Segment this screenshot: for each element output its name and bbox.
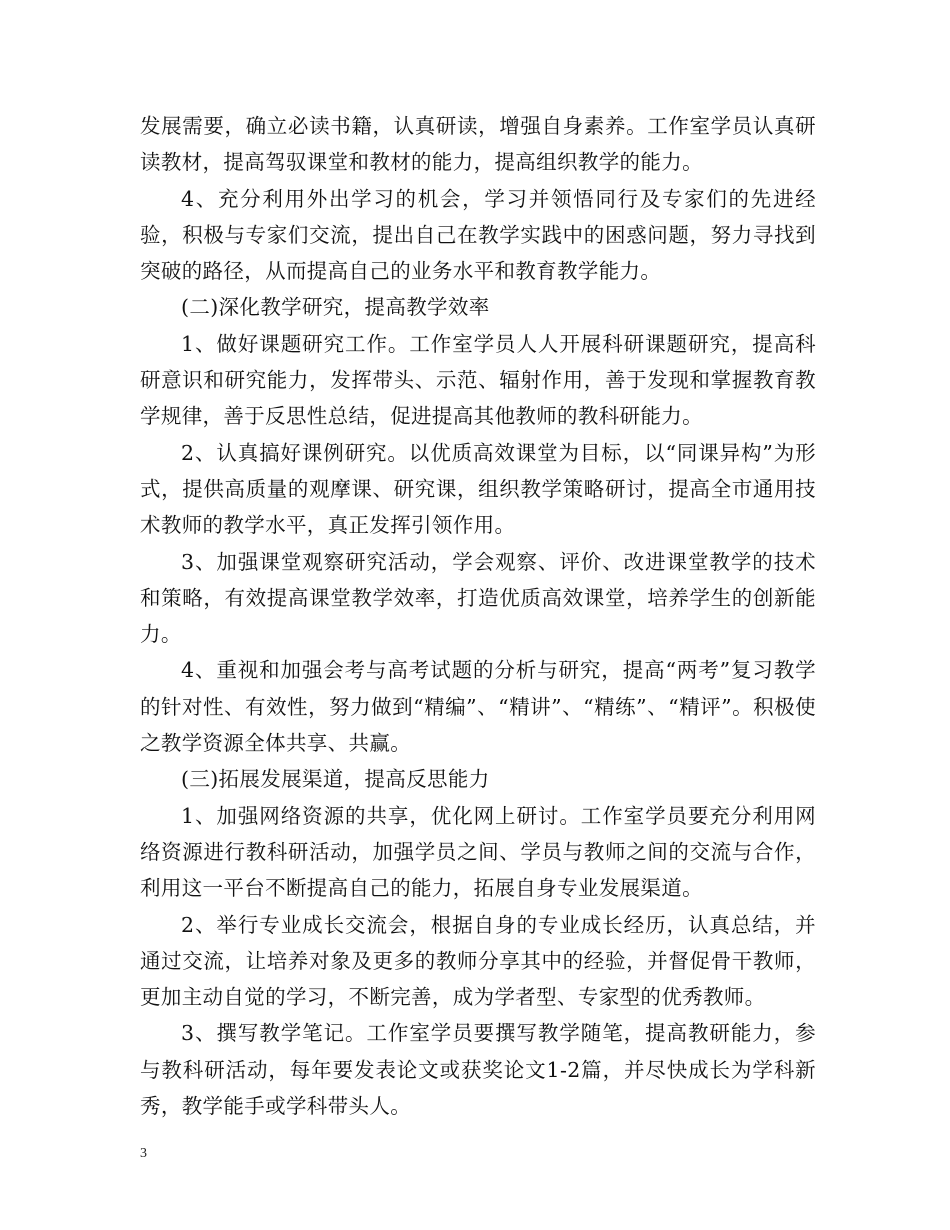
page-number: 3 <box>140 1146 147 1161</box>
section-heading-2: (二)深化教学研究，提高教学效率 <box>181 295 490 320</box>
paragraph-5: 3、加强课堂观察研究活动，学会观察、评价、改进课堂教学的技术和策略，有效提高课堂教学效率，打造优质高效课堂，培养学生的创新能力。 <box>140 549 816 647</box>
paragraph-4: 2、认真搞好课例研究。以优质高效课堂为目标，以“同课异构”为形式，提供高质量的观摩课、研究课，组织教学策略研讨，提高全市通用技术教师的教学水平，真正发挥引领作用。 <box>140 440 816 538</box>
paragraph-7: 1、加强网络资源的共享，优化网上研讨。工作室学员要充分利用网络资源进行教科研活动，加强学员之间、学员与教师之间的交流与合作，利用这一平台不断提高自己的能力，拓展自身专业发展渠道。 <box>140 803 816 901</box>
paragraph-3: 1、做好课题研究工作。工作室学员人人开展科研课题研究，提高科研意识和研究能力，发挥带头、示范、辐射作用，善于发现和掌握教育教学规律，善于反思性总结，促进提高其他教师的教科研能力。 <box>140 331 816 429</box>
section-heading-3: (三)拓展发展渠道，提高反思能力 <box>181 767 490 792</box>
paragraph-6: 4、重视和加强会考与高考试题的分析与研究，提高“两考”复习教学的针对性、有效性，努力做到“精编”、“精讲”、“精练”、“精评”。积极使之教学资源全体共享、共赢。 <box>140 658 816 756</box>
document-body <box>140 108 816 1124</box>
paragraph-9: 3、撰写教学笔记。工作室学员要撰写教学随笔，提高教研能力，参与教科研活动，每年要发表论文或获奖论文1-2篇，并尽快成长为学科新秀，教学能手或学科带头人。 <box>140 1021 816 1119</box>
paragraph-8: 2、举行专业成长交流会，根据自身的专业成长经历，认真总结，并通过交流，让培养对象及更多的教师分享其中的经验，并督促骨干教师，更加主动自觉的学习，不断完善，成为学者型、专家型的优秀教师。 <box>140 912 816 1010</box>
paragraph-1: 发展需要，确立必读书籍，认真研读，增强自身素养。工作室学员认真研读教材，提高驾驭课堂和教材的能力，提高组织教学的能力。 <box>140 114 816 175</box>
paragraph-2: 4、充分利用外出学习的机会，学习并领悟同行及专家们的先进经验，积极与专家们交流，提出自己在教学实践中的困惑问题，努力寻找到突破的路径，从而提高自己的业务水平和教育教学能力。 <box>140 186 816 284</box>
